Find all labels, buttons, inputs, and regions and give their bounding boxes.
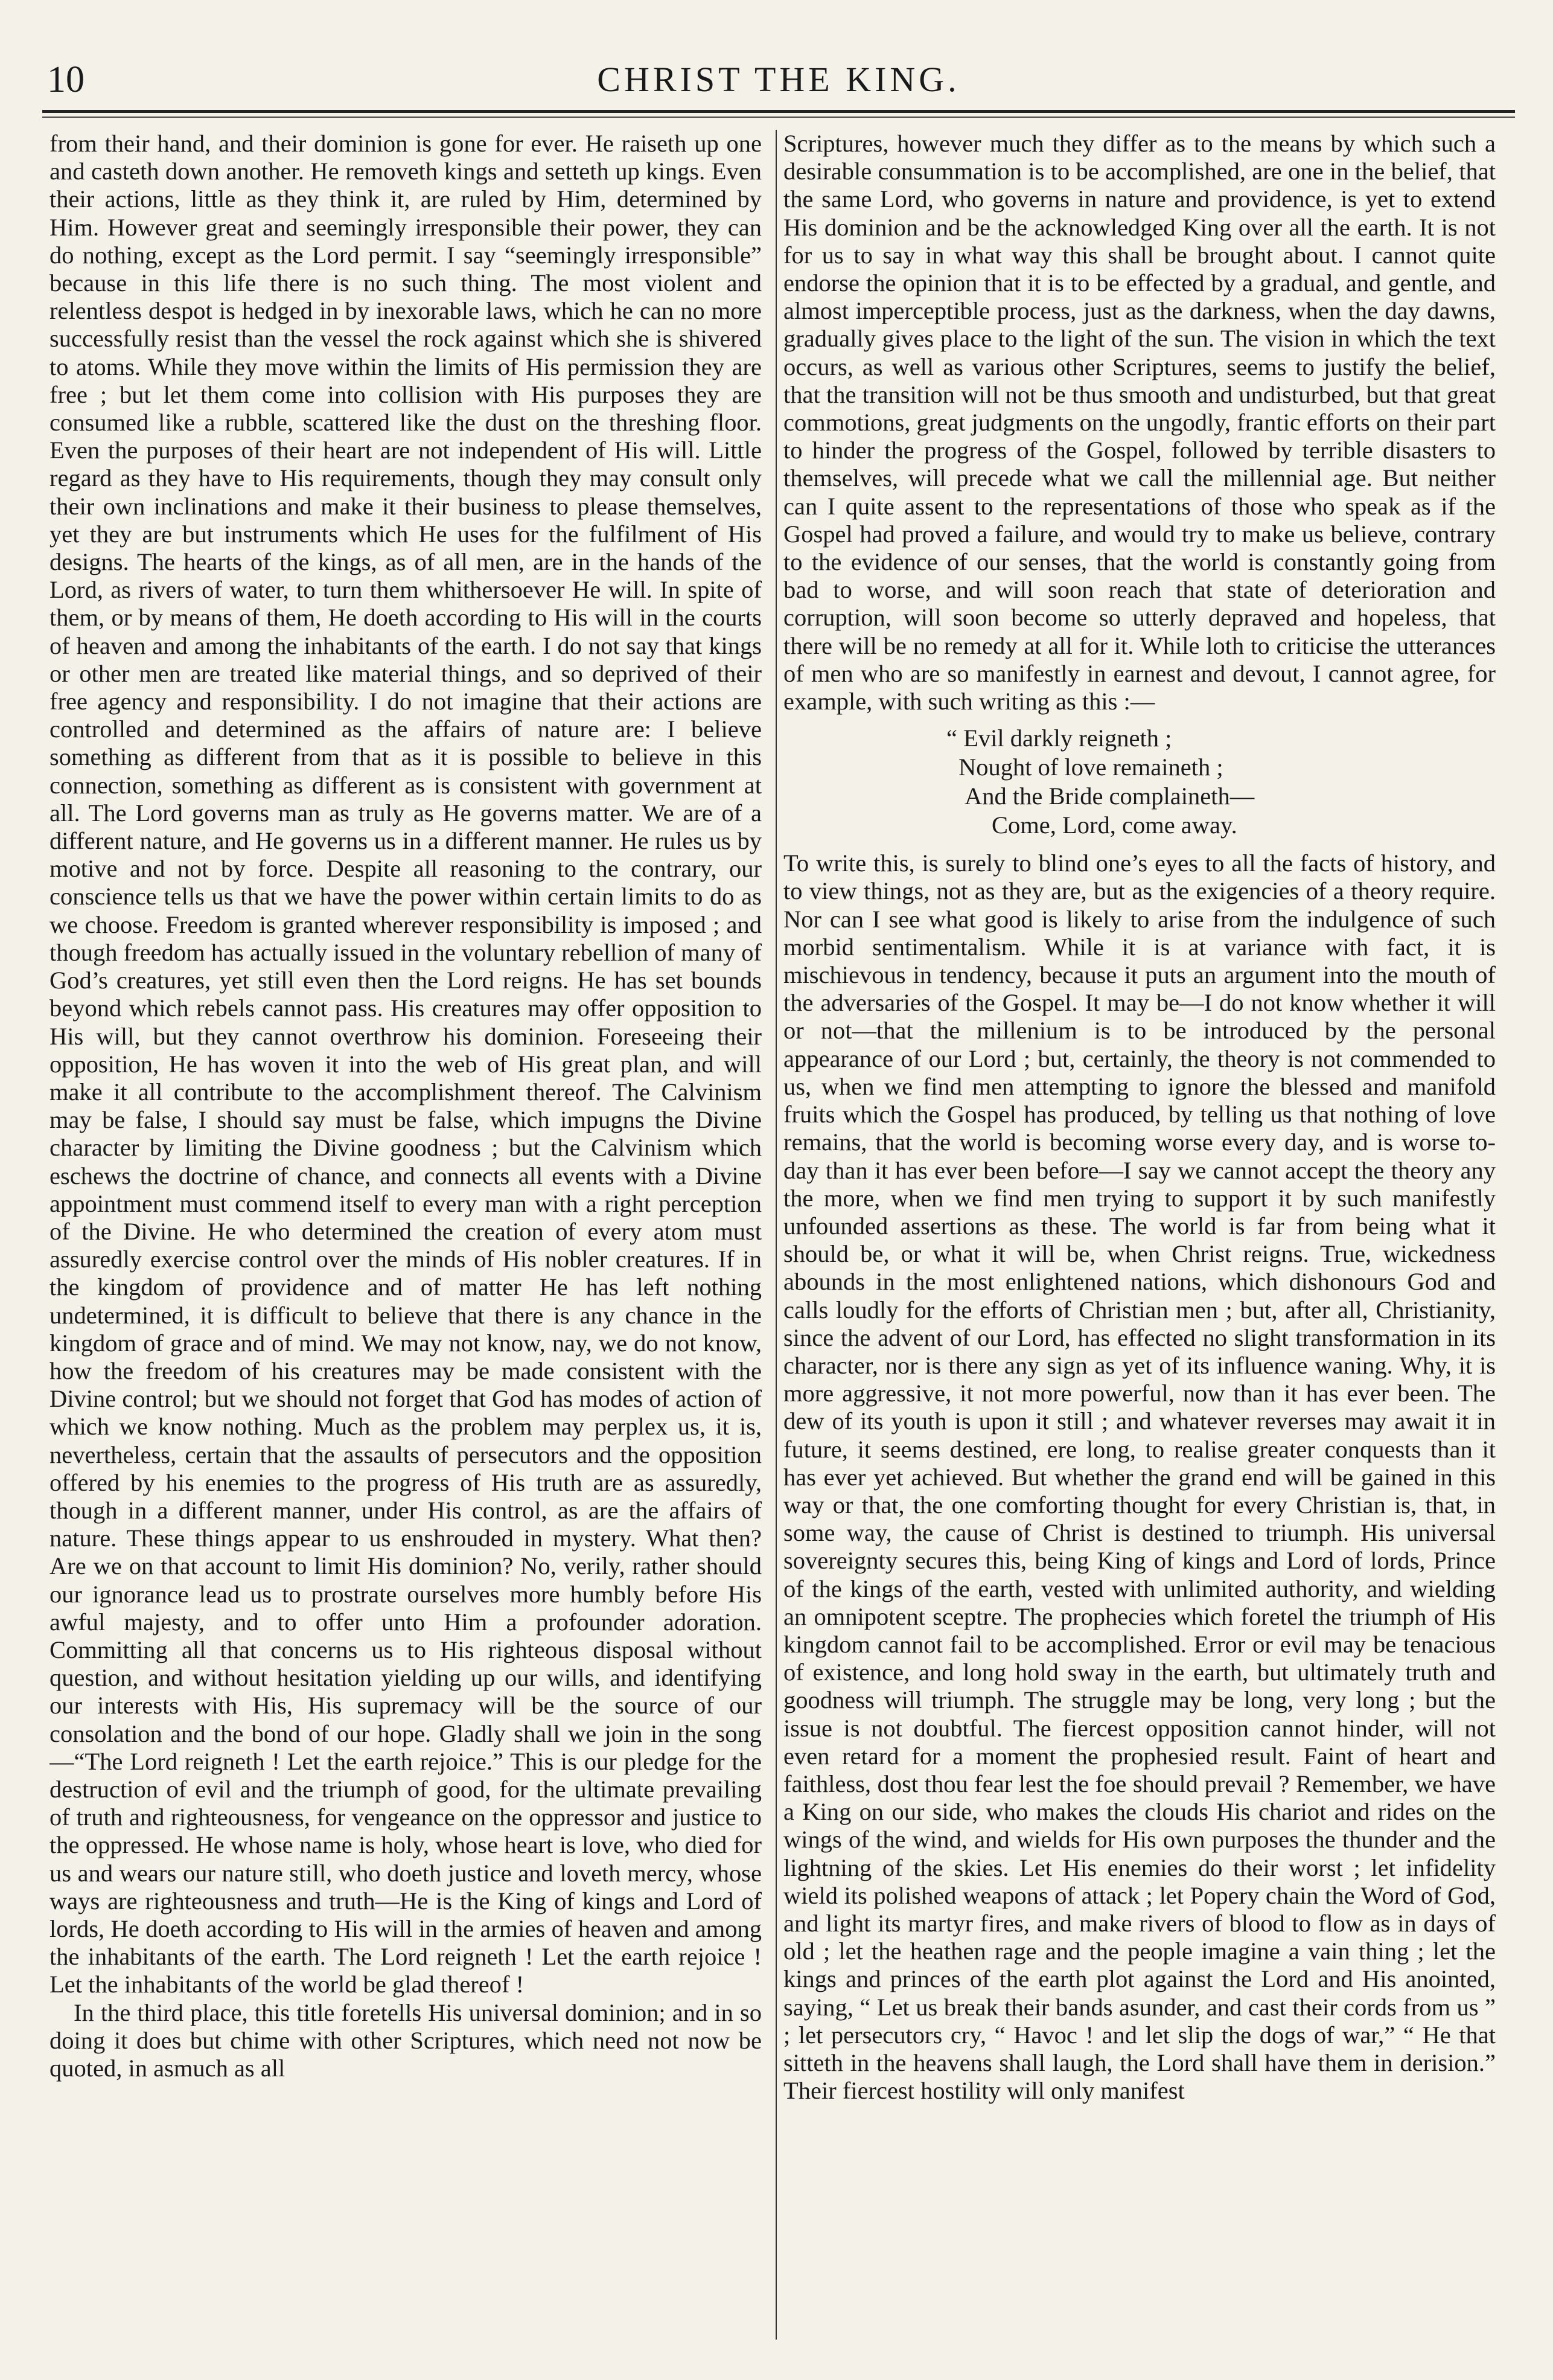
verse-line-4: Come, Lord, come away. — [992, 811, 1237, 839]
left-paragraph-1: from their hand, and their dominion is gone for ever. He raiseth up one and casteth down another. He removeth kings and setteth up kings. Even their actions, little as they think it, are ruled by Him, determined by Him. However great and seemingly irresponsible their power, they can do nothing, except as the Lord permit. I say “seemingly irresponsible” because in this life there is no such thing. The most violent and relentless despot is hedged in by inexorable laws, which he can no more successfully resist than the vessel the rock against which she is shivered to atoms. While they move within the limits of His permission they are free ; but let them come into collision with His purposes they are consumed like a rubble, scattered like the dust on the threshing floor. Even the purposes of their heart are not independent of His will. Little regard as they have to His requirements, though they may consult only their own inclinations and make it their business to please themselves, yet they are but instruments which He uses for the fulfilment of His designs. The hearts of the kings, as of all men, are in the hands of the Lord, as rivers of water, to turn them whithersoever He will. In spite of them, or by means of them, He doeth according to His will in the courts of heaven and among the inhabitants of the earth. I do not say that kings or other men are treated like material things, and so deprived of their free agency and responsibility. I do not imagine that their actions are controlled and determined as the affairs of nature are: I believe something as different from that as it is possible to believe in this connection, something as different as is consistent with government at all. The Lord governs man as truly as He governs matter. We are of a different nature, and He governs us in a different manner. He rules us by motive and not by force. Despite all reasoning to the contrary, our conscience tells us that we have the power within certain limits to do as we choose. Freedom is granted wherever responsibility is imposed ; and though freedom has actually issued in the voluntary rebellion of many of God’s creatures, yet still even then the Lord reigns. He has set bounds beyond which rebels cannot pass. His creatures may offer opposition to His will, but they cannot overthrow his dominion. Foreseeing their opposition, He has woven it into the web of His great plan, and will make it all contribute to the accomplishment thereof. The Calvinism may be false, I should say must be false, which impugns the Divine character by limiting the Divine goodness ; but the Calvinism which eschews the doctrine of chance, and connects all events with a Divine appointment must commend itself to every man with a right perception of the Divine. He who determined the creation of every atom must assuredly exercise control over the minds of His nobler creatures. If in the kingdom of providence and of matter He has left nothing undetermined, it is difficult to believe that there is any chance in the kingdom of grace and of mind. We may not know, nay, we do not know, how the freedom of his creatures may be made consistent with the Divine control; but we should not forget that God has modes of action of which we know nothing. Much as the problem may perplex us, it is, nevertheless, certain that the assaults of persecutors and the opposition offered by his enemies to the progress of His truth are as assuredly, though in a different manner, under His control, as are the affairs of nature. These things appear to us enshrouded in mystery. What then? Are we on that account to limit His dominion? No, verily, rather should our ignorance lead us to prostrate ourselves more humbly before His awful majesty, and to offer unto Him a profounder adoration. Committing all that concerns us to His righteous disposal without question, and without hesitation yielding up our wills, and identifying our interests with His, His supremacy will be the source of our consolation and the bond of our hope. Gladly shall we join in the song—“The Lord reigneth ! Let the earth rejoice.” This is our pledge for the destruction of evil and the triumph of good, for the ultimate prevailing of truth and righteousness, for vengeance on the oppressor and justice to the oppressed. He whose name is holy, whose heart is love, who died for us and wears our nature still, who doeth justice and loveth mercy, whose ways are righteousness and truth—He is the King of kings and Lord of lords, He doeth according to His will in the armies of heaven and among the inhabitants of the earth. The Lord reigneth ! Let the earth rejoice ! Let the inhabitants of the world be glad thereof ! — [49, 130, 762, 1998]
right-column — [783, 130, 1496, 2352]
right-paragraph-1: Scriptures, however much they differ as to the means by which such a desirable consummation is to be accomplished, are one in the belief, that the same Lord, who governs in nature and providence, is yet to extend His dominion and be the acknowledged King over all the earth. It is not for us to say in what way this shall be brought about. I cannot quite endorse the opinion that it is to be effected by a gradual, and gentle, and almost imperceptible process, just as the darkness, when the day dawns, gradually gives place to the light of the sun. The vision in which the text occurs, as well as various other Scriptures, seems to justify the belief, that the transition will not be thus smooth and undisturbed, but that great commotions, great judgments on the ungodly, frantic efforts on their part to hinder the progress of the Gospel, followed by terrible disasters to themselves, will precede what we call the millennial age. But neither can I quite assent to the representations of those who speak as if the Gospel had proved a failure, and would try to make us believe, contrary to the evidence of our senses, that the world is constantly going from bad to worse, and will soon reach that state of deterioration and corruption, will soon become so utterly depraved and hopeless, that there will be no remedy at all for it. While loth to criticise the utterances of men who are so manifestly in earnest and devout, I cannot agree, for example, with such writing as this :— — [783, 130, 1496, 715]
header-rule-thick — [42, 110, 1515, 113]
page-number: 10 — [47, 59, 85, 100]
page-header — [42, 56, 1515, 104]
verse-line-3: And the Bride complaineth— — [965, 782, 1255, 810]
quoted-verse — [783, 724, 1496, 840]
left-paragraph-2: In the third place, this title foretells His universal dominion; and in so doing it does but chime with other Scriptures, which need not now be quoted, in asmuch as all — [49, 1998, 762, 2082]
header-rule-thin — [42, 117, 1515, 118]
verse-line-2: Nought of love remaineth ; — [958, 753, 1223, 781]
running-title: CHRIST THE KING. — [597, 60, 960, 99]
right-paragraph-2: To write this, is surely to blind one’s eyes to all the facts of history, and to view things, not as they are, but as the exigencies of a theory require. Nor can I see what good is likely to arise from the indulgence of such morbid sentimentalism. While it is at variance with fact, it is mischievous in tendency, because it puts an argument into the mouth of the adversaries of the Gospel. It may be—I do not know whether it will or not—that the millenium is to be introduced by the personal appearance of our Lord ; but, certainly, the theory is not commended to us, when we find men attempting to ignore the blessed and manifold fruits which the Gospel has produced, by telling us that nothing of love remains, that the world is becoming worse every day, and is worse to-day than it has ever been before—I say we cannot accept the theory any the more, when we find men trying to support it by such manifestly unfounded assertions as these. The world is far from being what it should be, or what it will be, when Christ reigns. True, wickedness abounds in the most enlightened nations, which dishonours God and calls loudly for the efforts of Christian men ; but, after all, Christianity, since the advent of our Lord, has effected no slight transformation in its character, nor is there any sign as yet of its influence waning. Why, it is more aggressive, it not more powerful, now than it has ever been. The dew of its youth is upon it still ; and whatever reverses may await it in future, it seems destined, ere long, to realise greater conquests than it has ever yet achieved. But whether the grand end will be gained in this way or that, the one comforting thought for every Christian is, that, in some way, the cause of Christ is destined to triumph. His universal sovereignty secures this, being King of kings and Lord of lords, Prince of the kings of the earth, vested with unlimited authority, and wielding an omnipotent sceptre. The prophecies which foretel the triumph of His kingdom cannot fail to be accomplished. Error or evil may be tenacious of existence, and long hold sway in the earth, but ultimately truth and goodness will triumph. The struggle may be long, very long ; but the issue is not doubtful. The fiercest opposition cannot hinder, will not even retard for a moment the prophesied result. Faint of heart and faithless, dost thou fear lest the foe should prevail ? Remember, we have a King on our side, who makes the clouds His chariot and rides on the wings of the wind, and wields for His own purposes the thunder and the lightning of the skies. Let His enemies do their worst ; let infidelity wield its polished weapons of attack ; let Popery chain the Word of God, and light its martyr fires, and make rivers of blood to flow as in days of old ; let the heathen rage and the people imagine a vain thing ; let the kings and princes of the earth plot against the Lord and His anointed, saying, “ Let us break their bands asunder, and cast their cords from us ” ; let persecutors cry, “ Havoc ! and let slip the dogs of war,” “ He that sitteth in the heavens shall laugh, the Lord shall have them in derision.” Their fiercest hostility will only manifest — [783, 849, 1496, 2105]
left-column — [49, 130, 762, 2352]
verse-line-1: “ Evil darkly reigneth ; — [946, 725, 1172, 752]
column-divider — [776, 130, 777, 2340]
